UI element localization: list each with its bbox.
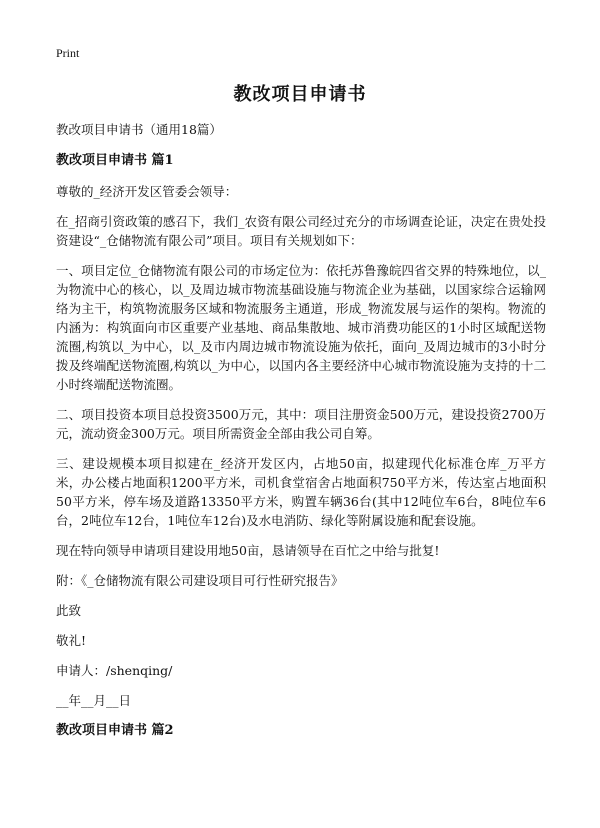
paragraph-attachment: 附：《_仓储物流有限公司建设项目可行性研究报告》	[56, 573, 344, 588]
salutation: 尊敬的_经济开发区管委会领导：	[56, 184, 238, 199]
document-title: 教改项目申请书	[233, 84, 367, 105]
date-line: __年__月__日	[56, 693, 132, 708]
paragraph-positioning: 一、项目定位_仓储物流有限公司的市场定位为：依托苏鲁豫皖四省交界的特殊地位，以_为物流中心的核心，以_及周边城市物流基础设施与物流企业为基础，以国家综合运输网络为主干，构筑物流服务区域和物流服务主通道，形成_物流发展与运作的架构。物流的内涵为：构筑面向市区重要产业基地、商品集散地、城市消费功能区的1小时区域配送物流圈,构筑以_为中心，以_及市内周边城市物流设施为依托，面向_及周边城市的3小时分拨及终端配送物流圈,构筑以_为中心，以国内各主要经济中心城市物流设施为支持的十二小时终端配送物流圈。	[56, 263, 546, 392]
document-subtitle: 教改项目申请书（通用18篇）	[56, 122, 222, 137]
section-heading-1: 教改项目申请书 篇1	[56, 153, 174, 168]
closing-jingli: 敬礼!	[56, 633, 87, 648]
print-label: Print	[56, 46, 80, 60]
applicant-line: 申请人：/shenqing/	[56, 663, 173, 678]
document-body	[56, 120, 546, 752]
paragraph-scale: 三、建设规模本项目拟建在_经济开发区内，占地50亩，拟建现代化标准仓库_万平方米，办公楼占地面积1200平方米，司机食堂宿舍占地面积750平方米，传达室占地面积50平方米，停车场及道路13350平方米，购置车辆36台(其中12吨位车6台，8吨位车6台，2吨位车12台，1吨位车12台)及水电消防、绿化等附属设施和配套设施。	[56, 456, 546, 528]
paragraph-intro: 在_招商引资政策的感召下，我们_农资有限公司经过充分的市场调查论证，决定在贵处投资建设“_仓储物流有限公司”项目。项目有关规划如下：	[56, 214, 546, 248]
paragraph-request: 现在特向领导申请项目建设用地50亩，恳请领导在百忙之中给与批复!	[56, 543, 440, 558]
closing-cizhi: 此致	[56, 603, 82, 618]
paragraph-investment: 二、项目投资本项目总投资3500万元，其中：项目注册资金500万元，建设投资2700万元，流动资金300万元。项目所需资金全部由我公司自筹。	[56, 407, 546, 441]
section-heading-2: 教改项目申请书 篇2	[56, 723, 174, 738]
